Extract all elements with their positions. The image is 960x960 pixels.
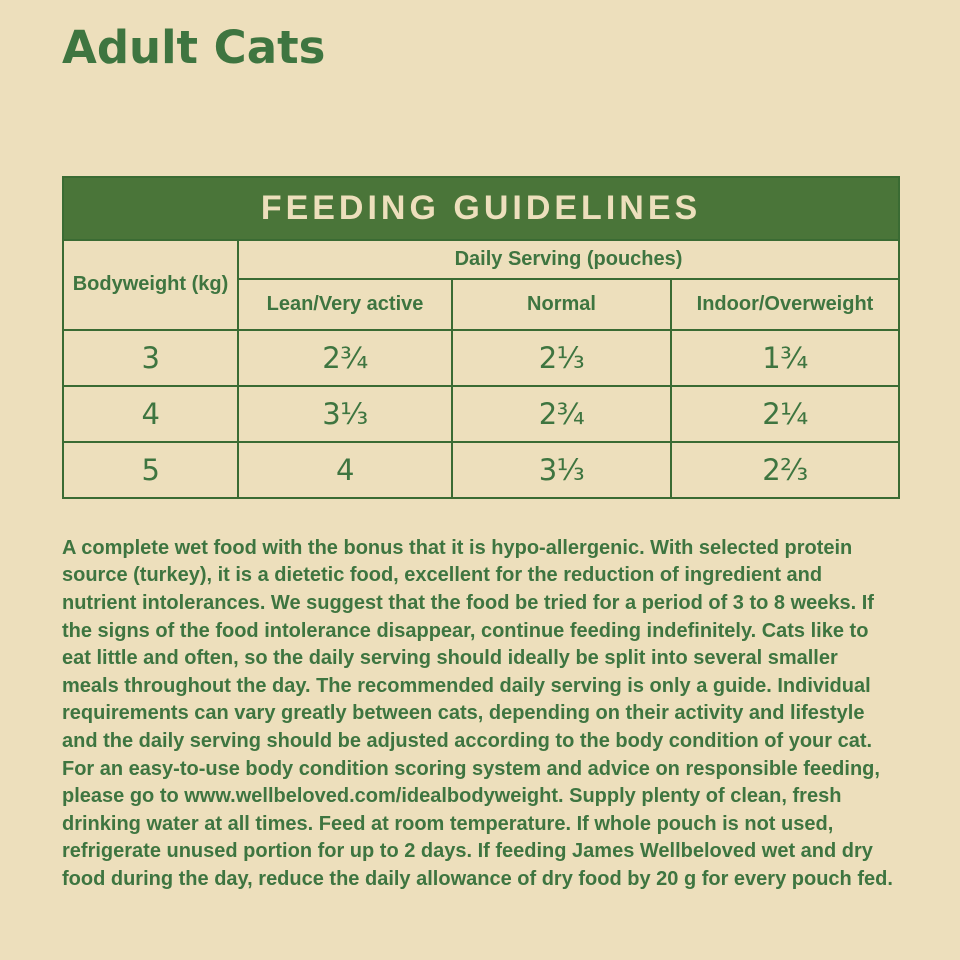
group-header-row	[63, 240, 899, 279]
serving-value-normal: 2¾	[452, 386, 671, 442]
table-banner-row	[63, 177, 899, 240]
bodyweight-header: Bodyweight (kg)	[63, 240, 238, 330]
indoor-overweight-header: Indoor/Overweight	[671, 279, 899, 330]
normal-header: Normal	[452, 279, 671, 330]
serving-value-indoor: 1¾	[671, 330, 899, 386]
bodyweight-value: 5	[63, 442, 238, 498]
bodyweight-value: 4	[63, 386, 238, 442]
serving-value-normal: 2⅓	[452, 330, 671, 386]
table-row	[63, 386, 899, 442]
bodyweight-value: 3	[63, 330, 238, 386]
serving-value-indoor: 2¼	[671, 386, 899, 442]
daily-serving-header: Daily Serving (pouches)	[238, 240, 899, 279]
feeding-guidelines-page	[0, 22, 960, 960]
serving-value-normal: 3⅓	[452, 442, 671, 498]
table-title: FEEDING GUIDELINES	[63, 177, 899, 240]
feeding-guidelines-table	[62, 176, 900, 499]
serving-value-lean: 3⅓	[238, 386, 452, 442]
serving-value-lean: 4	[238, 442, 452, 498]
lean-very-active-header: Lean/Very active	[238, 279, 452, 330]
serving-value-indoor: 2⅔	[671, 442, 899, 498]
table-row	[63, 442, 899, 498]
table-row	[63, 330, 899, 386]
feeding-description-text: A complete wet food with the bonus that it is hypo-allergenic. With selected protein source (turkey), it is a dietetic food, excellent for the reduction of ingredient and nutrient intolerances. We suggest that the food be tried for a period of 3 to 8 weeks. If the signs of the food intolerance disappear, continue feeding indefinitely. Cats like to eat little and often, so the daily serving should ideally be split into several smaller meals throughout the day. The recommended daily serving is only a guide. Individual requirements can vary greatly between cats, depending on their activity and lifestyle and the daily serving should be adjusted according to the body condition of your cat. For an easy-to-use body condition scoring system and advice on responsible feeding, please go to www.wellbeloved.com/idealbodyweight. Supply plenty of clean, fresh drinking water at all times. Feed at room temperature. If whole pouch is not used, refrigerate unused portion for up to 2 days. If feeding James Wellbeloved wet and dry food during the day, reduce the daily allowance of dry food by 20 g for every pouch fed.	[62, 536, 893, 890]
serving-value-lean: 2¾	[238, 330, 452, 386]
page-title: Adult Cats	[62, 21, 326, 74]
